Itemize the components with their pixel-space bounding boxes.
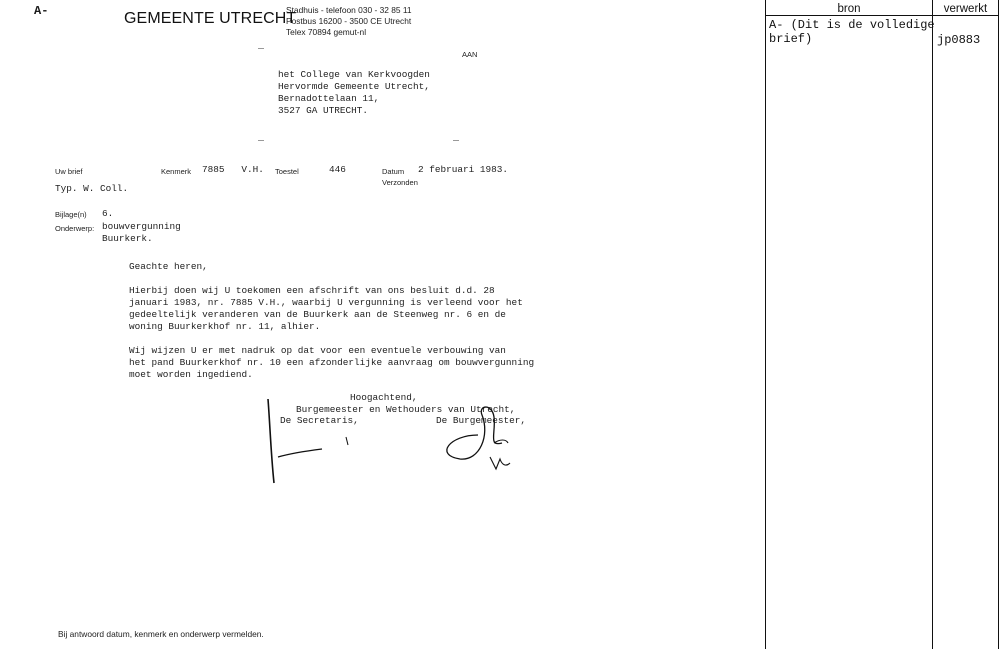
verwerkt-cell: jp0883 (937, 33, 981, 47)
body-line: woning Buurkerkhof nr. 11, alhier. (129, 321, 321, 332)
page-mark: A- (34, 4, 49, 18)
col-header-bron: bron (837, 3, 861, 15)
address-line: het College van Kerkvoogden (278, 69, 430, 80)
closing-signatory: Burgemeester en Wethouders van Utrecht, (296, 404, 516, 415)
verzonden-label: Verzonden (382, 178, 418, 187)
bron-cell (769, 18, 935, 46)
letterhead-contact (286, 5, 412, 38)
burgemeester-signature (430, 395, 525, 480)
body-line: moet worden ingediend. (129, 369, 253, 380)
bijlage-value: 6. (102, 208, 114, 219)
datum-label: Datum (382, 167, 405, 176)
window-corner-mark (258, 48, 264, 49)
toestel-value: 446 (329, 164, 346, 175)
toestel-label: Toestel (275, 167, 299, 176)
body-line: Wij wijzen U er met nadruk op dat voor een eventuele verbouwing van (129, 345, 506, 356)
uw-brief-label: Uw brief (55, 167, 83, 176)
address-line: Bernadottelaan 11, (278, 93, 380, 104)
contact-line: Stadhuis - telefoon 030 - 32 85 11 (286, 5, 412, 15)
bron-line: brief) (769, 32, 813, 46)
window-corner-mark (453, 140, 459, 141)
address-line: 3527 GA UTRECHT. (278, 105, 369, 116)
contact-line: Postbus 16200 - 3500 CE Utrecht (286, 16, 412, 26)
body-line: Hierbij doen wij U toekomen een afschrift van ons besluit d.d. 28 (129, 285, 495, 296)
letter-body (129, 261, 534, 381)
datum-value: 2 februari 1983. (418, 164, 509, 175)
paragraph-1 (129, 285, 534, 333)
secretaris-signature (262, 395, 362, 490)
panel-border-left (765, 0, 766, 649)
letterhead-org-name: GEMEENTE UTRECHT (124, 10, 297, 27)
panel-column-divider (932, 0, 933, 649)
footer-note: Bij antwoord datum, kenmerk en onderwerp vermelden. (58, 629, 264, 639)
body-line: het pand Buurkerkhof nr. 10 een afzonderlijke aanvraag om bouwvergunning (129, 357, 535, 368)
onderwerp-line: bouwvergunning (102, 221, 181, 232)
onderwerp-line: Buurkerk. (102, 233, 153, 244)
window-corner-mark (258, 140, 264, 141)
aan-label: AAN (462, 50, 478, 59)
recipient-address (278, 69, 430, 117)
kenmerk-value: 7885 V.H. (202, 164, 264, 175)
contact-line: Telex 70894 gemut-nl (286, 27, 367, 37)
col-header-verwerkt: verwerkt (943, 3, 988, 15)
secretaris-title: De Secretaris, (280, 415, 359, 426)
kenmerk-label: Kenmerk (161, 167, 192, 176)
onderwerp-value (102, 221, 181, 245)
panel-border-right (998, 0, 999, 649)
salutation: Geachte heren, (129, 261, 208, 272)
body-line: januari 1983, nr. 7885 V.H., waarbij U vergunning is verleend voor het (129, 297, 523, 308)
typ-line: Typ. W. Coll. (55, 183, 129, 194)
bron-line: A- (Dit is de volledige (769, 18, 935, 32)
address-line: Hervormde Gemeente Utrecht, (278, 81, 430, 92)
paragraph-2 (129, 345, 534, 381)
body-line: gedeeltelijk veranderen van de Buurkerk aan de Steenweg nr. 6 en de (129, 309, 506, 320)
closing-greeting: Hoogachtend, (350, 392, 418, 403)
panel-header-rule (765, 15, 999, 16)
bijlage-label: Bijlage(n) (55, 210, 87, 219)
burgemeester-title: De Burgemeester, (436, 415, 527, 426)
onderwerp-label: Onderwerp: (55, 224, 95, 233)
